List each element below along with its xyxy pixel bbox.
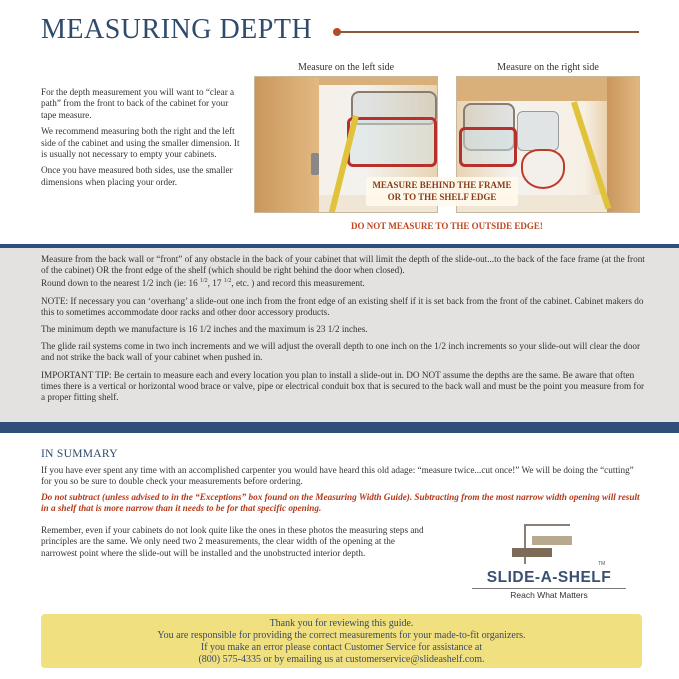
intro-paragraph-2: We recommend measuring both the right and the left side of the cabinet and using the smaller dimension. It is usually not necessary to empty your cabinets.	[41, 126, 240, 160]
intro-paragraph-1: For the depth measurement you will want to “clear a path” from the front to back of the cabinet for your tape measure.	[41, 87, 235, 120]
band-paragraph-1b-start: Round down to the nearest 1/2 inch (ie: 16	[41, 278, 200, 289]
logo-shelf-bar-light	[532, 536, 572, 545]
footer-line-4: (800) 575-4335 or by emailing us at customerservice@slideashelf.com.	[198, 654, 485, 665]
band-paragraph-1a: Measure from the back wall or “front” of any obstacle in the back of your cabinet that will limit the depth of the slide-out...to the back of the face frame (at the front of the cabinet) OR the front edge of the shelf (which should be right behind the door when closed).	[41, 254, 645, 276]
band-paragraph-1b-end: , etc. ) and record this measurement.	[231, 278, 365, 289]
callout-line-2: OR TO THE SHELF EDGE	[387, 192, 497, 202]
title-rule	[335, 31, 639, 33]
summary-paragraph-2: Remember, even if your cabinets do not look quite like the ones in these photos the measuring steps and principles are the same. We only need two 2 measurements, the clear width of the opening at the narrowest point where the slide-out will be installed and the unobstructed interior depth.	[41, 525, 424, 558]
summary-heading: IN SUMMARY	[41, 448, 118, 460]
logo-name: SLIDE-A-SHELF	[486, 569, 612, 586]
instructions-text	[41, 254, 646, 409]
band-paragraph-1	[41, 254, 646, 290]
logo-shelf-bar-dark	[512, 548, 552, 557]
footer-notice	[41, 614, 642, 668]
outside-edge-warning: DO NOT MEASURE TO THE OUTSIDE EDGE!	[351, 221, 543, 231]
band-bottom-rule	[0, 422, 679, 433]
band-paragraph-3: The minimum depth we manufacture is 16 1/2 inches and the maximum is 23 1/2 inches.	[41, 324, 368, 335]
red-handled-baking-dish	[347, 117, 437, 167]
left-photo-label: Measure on the left side	[297, 62, 395, 73]
band-paragraph-1b-mid: , 17	[207, 278, 224, 289]
cabinet-door	[255, 77, 319, 213]
intro-paragraph-3: Once you have measured both sides, use the smaller dimensions when placing your order.	[41, 165, 233, 187]
band-paragraph-4: The glide rail systems come in two inch increments and we will adjust the overall depth to one inch on the 1/2 inch increments so your slide-out will clear the door and not strike the back wall of your cabinet when pushed in.	[41, 341, 641, 363]
summary-paragraph-1: If you have ever spent any time with an accomplished carpenter you would have heard this old adage: “measure twice...cut once!” We will be doing the “cutting” for you so be sure to double check your measurements before ordering.	[41, 465, 634, 487]
red-handled-baking-dish	[459, 127, 517, 167]
intro-text	[41, 87, 241, 193]
fraction-superscript: 1/2	[223, 278, 232, 285]
cabinet-door	[607, 77, 640, 213]
band-paragraph-2: NOTE: If necessary you can ‘overhang’ a slide-out one inch from the front edge of an existing shelf if it is set back from the front of the cabinet. Cabinet makers do this to sometimes accommodate door racks and other door accessory products.	[41, 295, 644, 317]
door-hinge	[311, 153, 319, 175]
page-title: MEASURING DEPTH	[41, 14, 313, 45]
footer-line-2: You are responsible for providing the correct measurements for your made-to-fit organizers.	[157, 630, 526, 641]
white-bowl	[521, 149, 565, 189]
logo-trademark: TM	[598, 561, 606, 567]
measure-callout	[366, 177, 518, 206]
tape-measure	[571, 101, 611, 209]
right-photo-label: Measure on the right side	[497, 62, 599, 73]
fraction-superscript: 1/2	[199, 278, 208, 285]
band-paragraph-5: IMPORTANT TIP: Be certain to measure each and every location you plan to install a slide-out in. DO NOT assume the depths are the same. Be aware that often times there is a vertical or horizontal wood brace or valve, pipe or electrical conduit box that is secured to the back wall and must be the point you measure from for a proper fitting shelf.	[41, 369, 645, 403]
summary-warning: Do not subtract (unless advised to in the “Exceptions” box found on the Measuring Width Guide). Subtracting from the most narrow width opening will result in a shelf that is more narrow than it needs to be for that specific opening.	[41, 492, 640, 514]
glass-jar	[517, 111, 559, 151]
callout-line-1: MEASURE BEHIND THE FRAME	[372, 180, 512, 190]
footer-line-3: If you make an error please contact Customer Service for assistance at	[200, 642, 483, 653]
footer-line-1: Thank you for reviewing this guide.	[269, 618, 414, 629]
logo-tagline: Reach What Matters	[472, 588, 626, 600]
slide-a-shelf-logo	[452, 520, 646, 602]
